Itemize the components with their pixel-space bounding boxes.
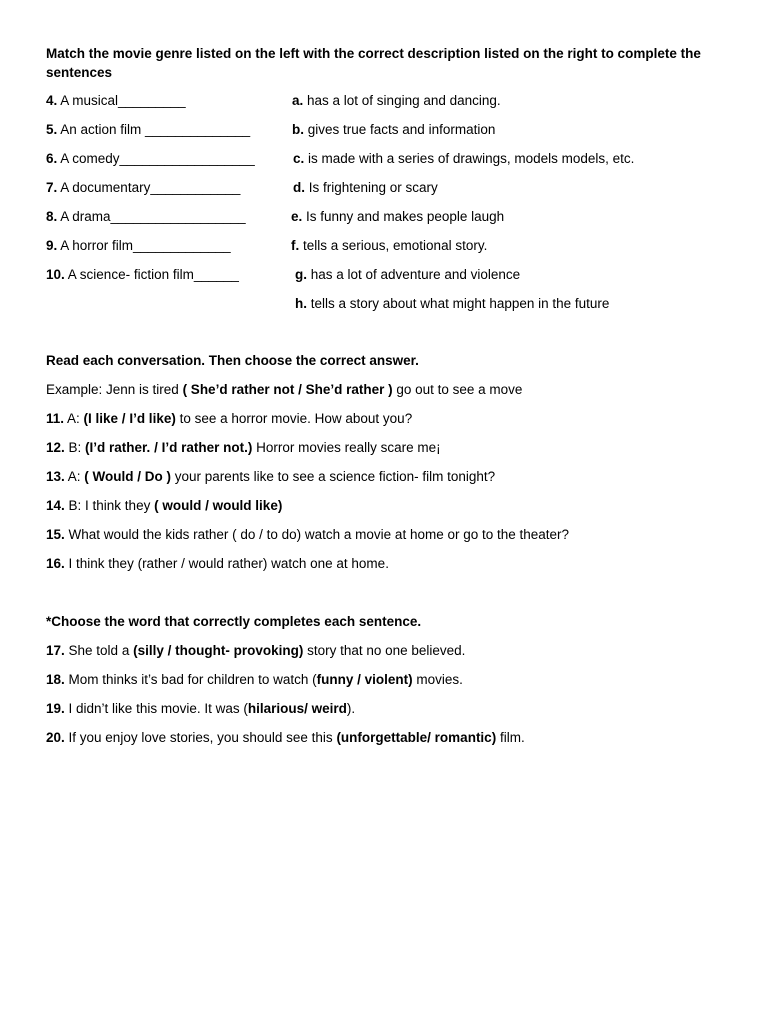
question-suffix: film. xyxy=(496,730,525,745)
genre-text: A musical_________ xyxy=(57,93,186,108)
question-20 xyxy=(46,729,525,747)
question-prefix: A: xyxy=(64,469,85,484)
question-suffix: movies. xyxy=(412,672,463,687)
genre-item-9 xyxy=(46,237,231,255)
question-11 xyxy=(46,410,412,428)
question-text: I think they (rather / would rather) watch one at home. xyxy=(64,556,389,571)
description-h xyxy=(295,295,609,313)
genre-item-8 xyxy=(46,208,246,226)
description-g xyxy=(295,266,520,284)
genre-text: A science- fiction film______ xyxy=(64,267,239,282)
description-text: gives true facts and information xyxy=(304,122,496,137)
question-options: (silly / thought- provoking) xyxy=(133,643,304,658)
genre-text: A drama__________________ xyxy=(57,209,246,224)
example-line xyxy=(46,381,522,399)
question-prefix: Mom thinks it’s bad for children to watch ( xyxy=(64,672,317,687)
question-prefix: B: I think they xyxy=(64,498,155,513)
item-number: 11. xyxy=(46,411,65,426)
description-letter: f. xyxy=(291,238,300,253)
description-text: is made with a series of drawings, models models, etc. xyxy=(304,151,635,166)
description-a xyxy=(292,92,501,110)
item-number: 12. xyxy=(46,440,65,455)
genre-text: An action film ______________ xyxy=(57,122,251,137)
item-number: 13. xyxy=(46,469,65,484)
question-prefix: I didn’t like this movie. It was ( xyxy=(64,701,248,716)
description-letter: a. xyxy=(292,93,304,108)
question-options: (I’d rather. / I’d rather not.) xyxy=(85,440,253,455)
question-prefix: She told a xyxy=(64,643,134,658)
question-options: ( Would / Do ) xyxy=(84,469,172,484)
matching-instruction: Match the movie genre listed on the left with the correct description listed on the right to complete the sentences xyxy=(46,46,701,80)
question-13 xyxy=(46,468,495,486)
question-options: (unforgettable/ romantic) xyxy=(336,730,497,745)
question-suffix: ). xyxy=(346,701,356,716)
description-text: Is frightening or scary xyxy=(305,180,438,195)
genre-text: A horror film_____________ xyxy=(57,238,231,253)
item-number: 20. xyxy=(46,730,65,745)
question-options: funny / violent) xyxy=(316,672,413,687)
item-number: 10. xyxy=(46,267,65,282)
item-number: 9. xyxy=(46,238,58,253)
question-text: What would the kids rather ( do / to do) watch a movie at home or go to the theater? xyxy=(64,527,570,542)
description-letter: h. xyxy=(295,296,307,311)
question-16 xyxy=(46,555,389,573)
description-letter: d. xyxy=(293,180,305,195)
description-letter: c. xyxy=(293,151,305,166)
description-c xyxy=(293,150,634,168)
genre-item-5 xyxy=(46,121,250,139)
question-15 xyxy=(46,526,569,544)
question-suffix: to see a horror movie. How about you? xyxy=(175,411,413,426)
description-letter: e. xyxy=(291,209,303,224)
item-number: 16. xyxy=(46,556,65,571)
question-options: ( would / would like) xyxy=(154,498,283,513)
conversation-instruction: Read each conversation. Then choose the correct answer. xyxy=(46,353,419,368)
question-options: (I like / I’d like) xyxy=(83,411,176,426)
question-suffix: Horror movies really scare me¡ xyxy=(252,440,441,455)
question-19 xyxy=(46,700,355,718)
question-suffix: your parents like to see a science fiction- film tonight? xyxy=(171,469,496,484)
description-text: has a lot of adventure and violence xyxy=(307,267,521,282)
item-number: 4. xyxy=(46,93,58,108)
question-17 xyxy=(46,642,465,660)
item-number: 8. xyxy=(46,209,58,224)
description-text: tells a story about what might happen in the future xyxy=(307,296,610,311)
description-d xyxy=(293,179,438,197)
question-14 xyxy=(46,497,282,515)
description-f xyxy=(291,237,487,255)
example-options: ( She’d rather not / She’d rather ) xyxy=(182,382,393,397)
item-number: 6. xyxy=(46,151,58,166)
genre-text: A comedy__________________ xyxy=(57,151,255,166)
item-number: 14. xyxy=(46,498,65,513)
question-suffix: story that no one believed. xyxy=(303,643,466,658)
item-number: 18. xyxy=(46,672,65,687)
item-number: 15. xyxy=(46,527,65,542)
description-b xyxy=(292,121,495,139)
question-prefix: If you enjoy love stories, you should see this xyxy=(64,730,337,745)
genre-item-7 xyxy=(46,179,240,197)
description-e xyxy=(291,208,504,226)
genre-item-6 xyxy=(46,150,255,168)
description-text: has a lot of singing and dancing. xyxy=(303,93,501,108)
description-letter: b. xyxy=(292,122,304,137)
item-number: 19. xyxy=(46,701,65,716)
question-18 xyxy=(46,671,463,689)
word-choice-instruction: *Choose the word that correctly completes each sentence. xyxy=(46,614,422,629)
item-number: 7. xyxy=(46,180,58,195)
description-text: Is funny and makes people laugh xyxy=(302,209,505,224)
question-prefix: A: xyxy=(64,411,84,426)
question-prefix: B: xyxy=(64,440,86,455)
genre-item-4 xyxy=(46,92,186,110)
example-suffix: go out to see a move xyxy=(392,382,523,397)
genre-text: A documentary____________ xyxy=(57,180,241,195)
question-12 xyxy=(46,439,441,457)
description-text: tells a serious, emotional story. xyxy=(299,238,488,253)
question-options: hilarious/ weird xyxy=(247,701,347,716)
description-letter: g. xyxy=(295,267,307,282)
item-number: 17. xyxy=(46,643,65,658)
genre-item-10 xyxy=(46,266,239,284)
example-prefix: Example: Jenn is tired xyxy=(46,382,183,397)
item-number: 5. xyxy=(46,122,58,137)
